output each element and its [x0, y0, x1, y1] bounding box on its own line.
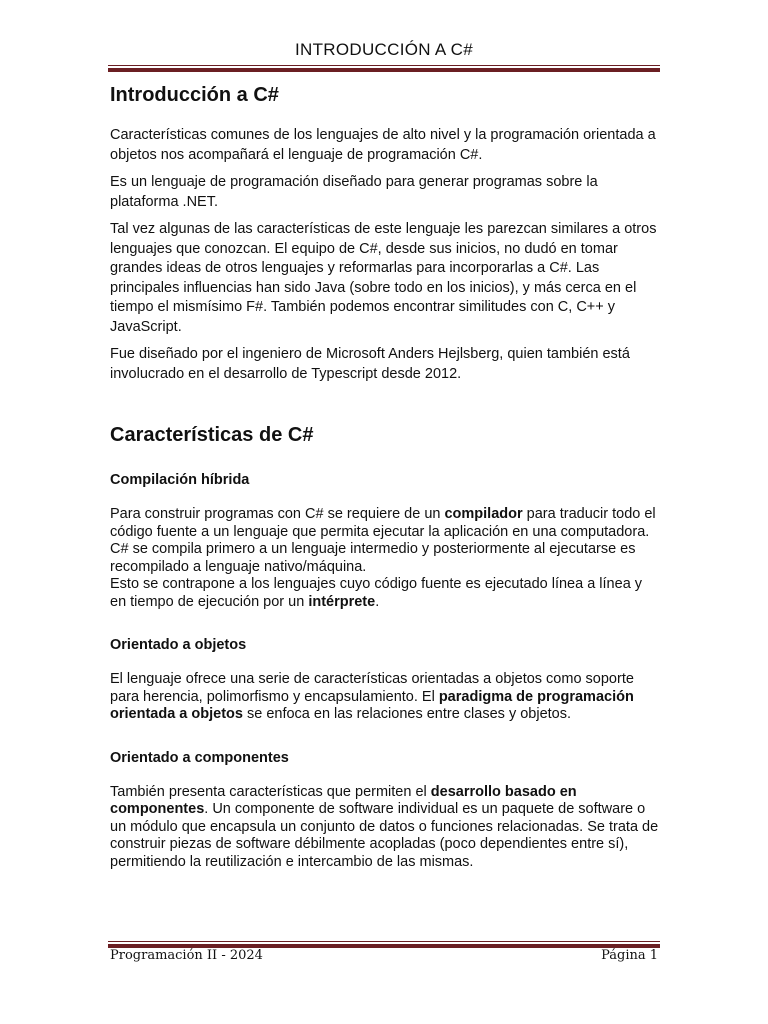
- component-oriented-text: También presenta características que permiten el desarrollo basado en componentes. Un componente de software individual es un paquete de software o un módulo que encapsula un conjunto de datos o funciones relacionadas. Se trata de construir piezas de software débilmente acopladas (poco dependientes entre sí), permitiendo la reutilización e intercambio de las mismas.: [110, 783, 659, 870]
- features-heading: Características de C#: [110, 424, 314, 446]
- component-oriented-title: Orientado a componentes: [110, 749, 289, 766]
- intro-paragraph-3: Tal vez algunas de las características de este lenguaje les parezcan similares a otros lenguajes que conozcan. El equipo de C#, desde sus inicios, no dudó en tomar grandes ideas de otros lenguajes y reformarlas para incorporarlas a C#. Las principales influencias han sido Java (sobre todo en los inicios), y más cerca en el tiempo el mismísimo F#. También podemos encontrar similitudes con C, C++ y JavaScript.: [110, 221, 657, 335]
- intro-paragraph-2: Es un lenguaje de programación diseñado para generar programas sobre la plataforma .NET.: [110, 174, 598, 210]
- header-divider: [108, 65, 660, 72]
- footer-divider: [108, 941, 660, 948]
- object-oriented-title: Orientado a objetos: [110, 637, 247, 653]
- hybrid-compilation-title: Compilación híbrida: [110, 472, 250, 488]
- intro-paragraph-4: Fue diseñado por el ingeniero de Microsoft Anders Hejlsberg, quien también está involucrado en el desarrollo de Typescript desde 2012.: [110, 346, 630, 382]
- hybrid-compilation-text: Para construir programas con C# se requiere de un compilador para traducir todo el código fuente a un lenguaje que permita ejecutar la aplicación en una computadora. C# se compila primero a un lenguaje intermedio y posteriormente al ejecutarse es recompilado a lenguaje nativo/máquina. Esto se contrapone a los lenguajes cuyo código fuente es ejecutado línea a línea y en tiempo de ejecución por un intérprete.: [110, 506, 656, 610]
- object-oriented-text: El lenguaje ofrece una serie de características orientadas a objetos como soporte para herencia, polimorfismo y encapsulamiento. El paradigma de programación orientada a objetos se enfoca en las relaciones entre clases y objetos.: [110, 671, 634, 722]
- intro-heading: Introducción a C#: [110, 84, 279, 106]
- document-body: [110, 84, 660, 871]
- footer-course-label: Programación II - 2024: [110, 948, 263, 963]
- page-header-title: INTRODUCCIÓN A C#: [295, 40, 473, 59]
- footer-page-number: Página 1: [601, 948, 658, 963]
- intro-paragraph-1: Características comunes de los lenguajes de alto nivel y la programación orientada a objetos nos acompañará el lenguaje de programación C#.: [110, 127, 656, 163]
